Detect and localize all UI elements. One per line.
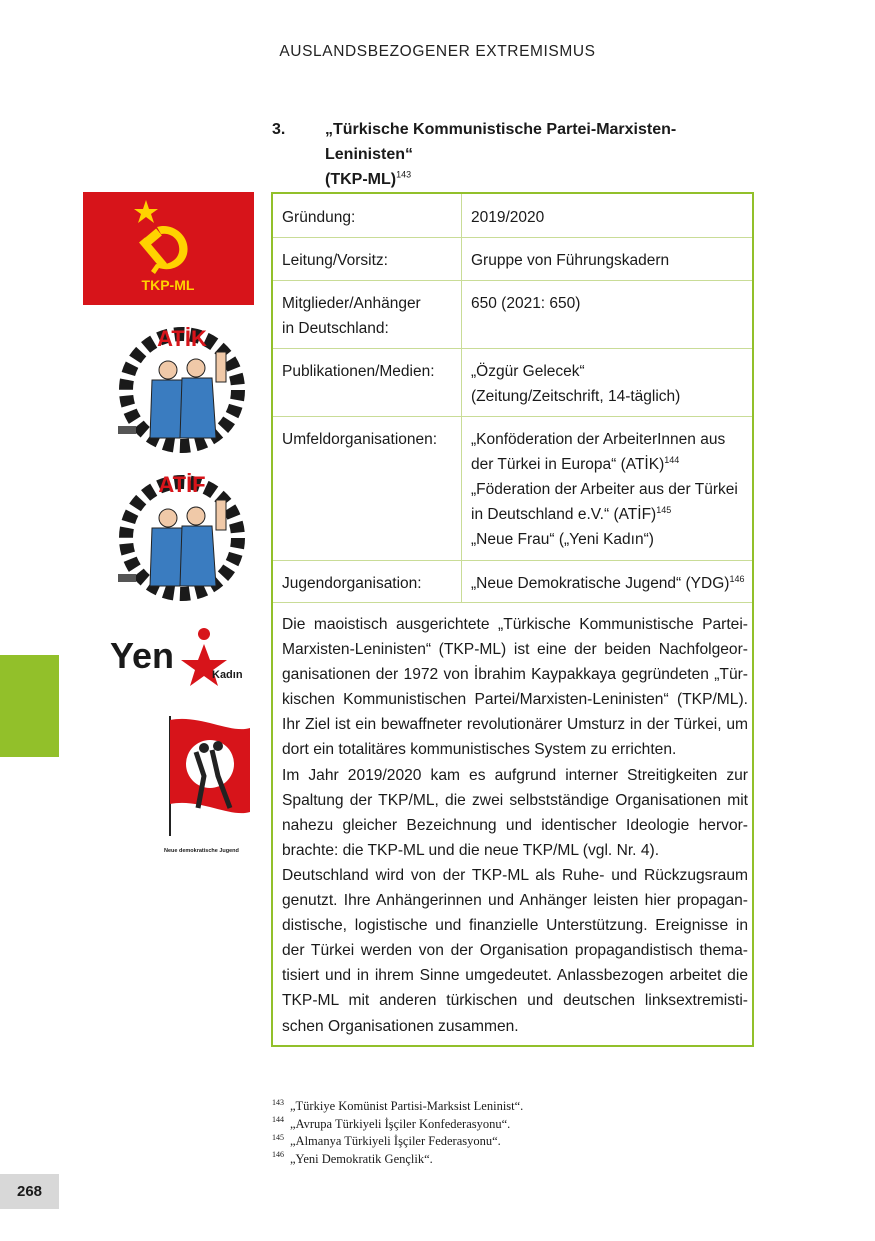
footnote-number: 146: [272, 1150, 284, 1160]
table-row-environment: [273, 416, 752, 561]
footnote-ref-146: 146: [729, 573, 745, 584]
table-row-publications: [273, 348, 752, 417]
table-row-leadership: [273, 237, 752, 281]
leadership-value: Gruppe von Führungskadern: [471, 252, 670, 269]
members-label-line2: in Deutschland:: [282, 320, 389, 337]
table-row-members: [273, 280, 752, 349]
yeni-kadin-svg: [108, 620, 254, 692]
publications-value: [471, 359, 751, 409]
kadin-text: Kadın: [212, 669, 243, 681]
footnote-145: [272, 1133, 523, 1151]
leadership-label: Leitung/Vorsitz:: [282, 252, 388, 269]
env-line4: in Deutschland e.V.“ (ATİF): [471, 506, 657, 523]
info-box: [271, 192, 754, 1047]
atif-text: ATİF: [158, 472, 206, 497]
footnotes: [272, 1098, 523, 1168]
section-heading: [272, 117, 752, 192]
flag-svg: [83, 192, 254, 305]
publications-label: Publikationen/Medien:: [282, 363, 435, 380]
members-label: [282, 291, 457, 341]
env-line3: „Föderation der Arbeiter aus der Türkei: [471, 481, 738, 498]
founding-value: 2019/2020: [471, 209, 545, 226]
table-row-youth: [273, 560, 752, 603]
youth-label: Jugendorganisation:: [282, 575, 422, 592]
atik-emblem-svg: [108, 318, 254, 454]
youth-value-text: „Neue Demokratische Jugend“ (YDG): [471, 575, 730, 592]
footnote-text: „Yeni Demokratik Gençlik“.: [290, 1151, 433, 1166]
ydg-svg: [160, 712, 256, 858]
footnote-ref-145: 145: [656, 504, 672, 515]
flag-label: TKP-ML: [141, 277, 195, 293]
footnote-144: [272, 1116, 523, 1134]
founding-label: Gründung:: [282, 209, 356, 226]
footnote-number: 143: [272, 1097, 284, 1107]
footnote-text: „Almanya Türkiyeli İşçiler Federasyonu“.: [290, 1134, 501, 1148]
atif-logo: [108, 466, 254, 602]
footnote-ref-144: 144: [664, 454, 680, 465]
yeni-kadin-logo: [108, 620, 254, 692]
footnote-number: 145: [272, 1132, 284, 1142]
description-paragraph-1: Die maoistisch ausgerichtete „Türkische Kommunistische Partei-Marxisten-Leninisten“ (TKP-ML) ist eine der beiden Nachfolgeor-ganisationen der 1972 von İbrahim Kaypakkaya gegründeten „Tür-kischen Kommunistischen Partei/Marxisten-Leninisten“ (TKP/ML). Ihr Ziel ist ein bewaffneter revolutionärer Umsturz in der Türkei, um dort ein totalitäres kommunistisches System zu errichten.: [282, 616, 748, 759]
description-text: [282, 612, 748, 1039]
description-paragraph-2: Im Jahr 2019/2020 kam es aufgrund interner Streitigkeiten zur Spaltung der TKP/ML, die zwei selbstständige Organisationen mit nahezu gleicher Bezeichnung und identischer Ideologie hervor-brachte: die TKP-ML und die neue TKP/ML (vgl. Nr. 4).: [282, 766, 748, 859]
tkp-ml-flag-logo: [83, 192, 254, 305]
description-paragraph-3: Deutschland wird von der TKP-ML als Ruhe- und Rückzugsraum genutzt. Ihre Anhängerinnen und Anhänger leisten hier propagan-distische, logistische und finanzielle Unterstützung. Ereignisse in der Türkei werden von der Organisation propagandistisch thema-tisiert und in ihrem Sinne umgedeutet. Anlassbezogen arbeitet die TKP-ML mit anderen türkischen und deutschen linksextremisti-schen Organisationen zusammen.: [282, 866, 748, 1035]
section-title-line2: [325, 167, 752, 192]
environment-label: Umfeldorganisationen:: [282, 431, 438, 448]
table-row-founding: [273, 194, 752, 238]
section-number: 3.: [272, 121, 286, 138]
section-title-line1: „Türkische Kommunistische Partei-Marxisten-Leninisten“: [325, 121, 677, 163]
atif-emblem-svg: [108, 466, 254, 602]
env-line2: der Türkei in Europa“ (ATİK): [471, 456, 665, 473]
footnote-text: „Türkiye Komünist Partisi-Marksist Leninist“.: [290, 1099, 524, 1113]
env-line5: „Neue Frau“ („Yeni Kadın“): [471, 531, 654, 548]
ydg-caption: Neue demokratische Jugend: [164, 848, 239, 854]
running-header: AUSLANDSBEZOGENER EXTREMISMUS: [279, 43, 596, 60]
yeni-text: Yen: [110, 635, 175, 676]
publications-value-line1: „Özgür Gelecek“: [471, 363, 585, 380]
publications-value-line2: (Zeitung/Zeitschrift, 14-täglich): [471, 388, 681, 405]
neue-demokratische-jugend-logo: [160, 712, 256, 858]
footnote-text: „Avrupa Türkiyeli İşçiler Konfederasyonu“.: [290, 1116, 511, 1131]
chapter-side-tab: [0, 655, 59, 757]
footnote-143: [272, 1098, 523, 1116]
members-label-line1: Mitglieder/Anhänger: [282, 295, 421, 312]
section-title-abbrev: (TKP-ML): [325, 171, 397, 188]
members-value: 650 (2021: 650): [471, 295, 581, 312]
env-line1: „Konföderation der ArbeiterInnen aus: [471, 431, 726, 448]
youth-value: [471, 571, 751, 596]
page-number: 268: [0, 1174, 59, 1209]
atik-logo: [108, 318, 254, 454]
atik-text: ATİK: [157, 326, 207, 351]
footnote-number: 144: [272, 1115, 284, 1125]
footnote-ref-143: 143: [396, 169, 412, 180]
environment-value: [471, 427, 751, 552]
footnote-146: [272, 1151, 523, 1169]
